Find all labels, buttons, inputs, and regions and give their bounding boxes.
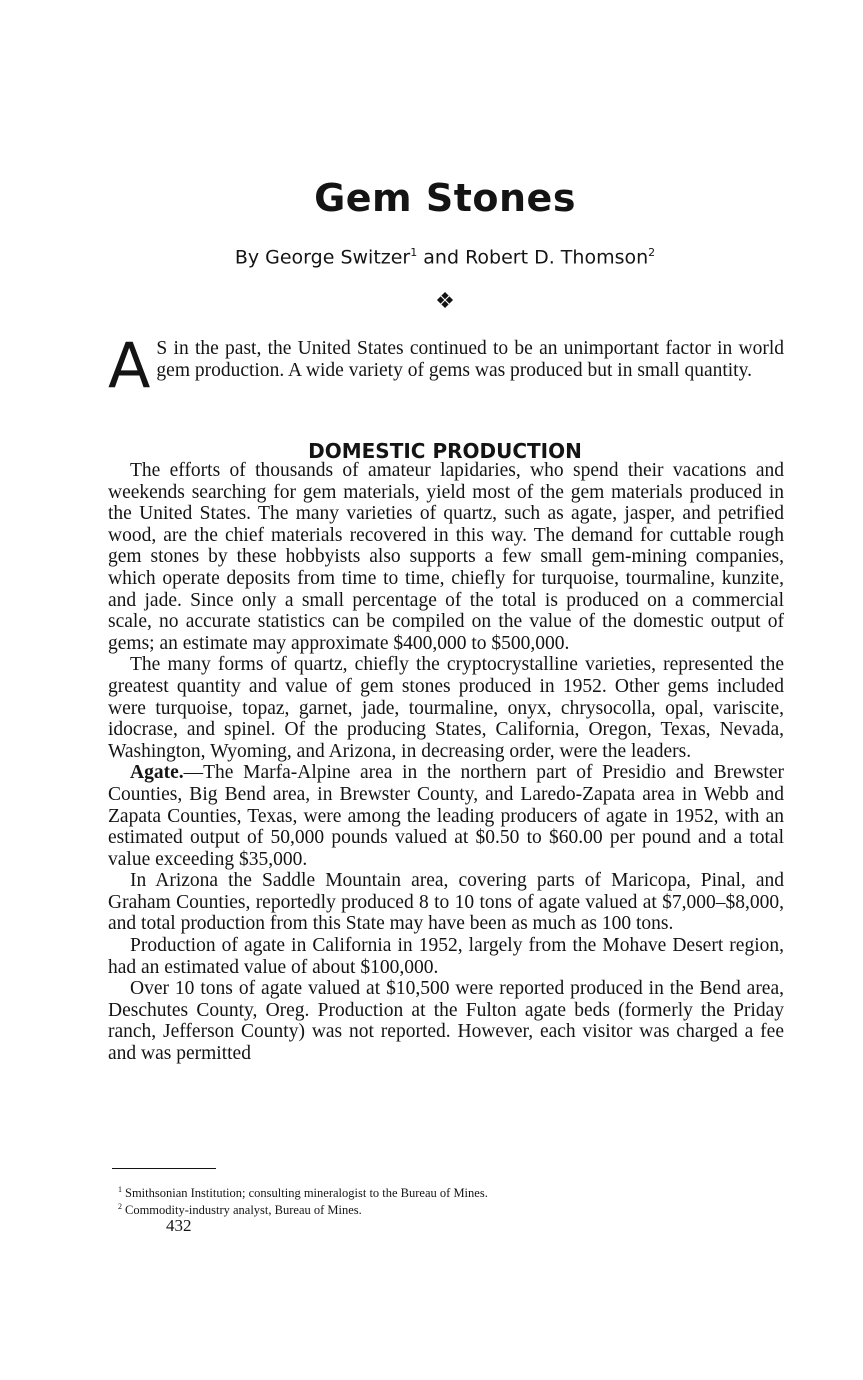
footnotes xyxy=(118,1183,778,1217)
body-paragraph xyxy=(108,762,784,870)
page-title: Gem Stones xyxy=(314,176,576,220)
author-byline xyxy=(0,246,863,268)
intro-text: S in the past, the United States continued to be an unimportant factor in world gem production. A wide variety of gems was produced but in small quantity. xyxy=(156,338,784,381)
author-name-2: Robert D. Thomson xyxy=(465,246,649,269)
body-paragraph xyxy=(108,935,784,978)
body-paragraph xyxy=(108,460,784,654)
paragraph-text: The many forms of quartz, chiefly the cryptocrystalline varieties, represented the greatest quantity and value of gem stones produced in 1952. Other gems included were turquoise, topaz, garnet, jade, tourmaline, onyx, chrysocolla, opal, variscite, idocrase, and spinel. Of the producing States, California, Oregon, Texas, Nevada, Washington, Wyoming, and Arizona, in decreasing order, were the leaders. xyxy=(108,654,784,762)
footnote-divider xyxy=(112,1168,216,1169)
run-in-heading: Agate. xyxy=(130,762,184,784)
intro-paragraph xyxy=(108,329,784,402)
ornament-icon: ❖ xyxy=(435,288,455,313)
footnote-item xyxy=(118,1183,778,1200)
paragraph-text: In Arizona the Saddle Mountain area, covering parts of Maricopa, Pinal, and Graham Counties, reportedly produced 8 to 10 tons of agate valued at $7,000–$8,000, and total production from this State may have been as much as 100 tons. xyxy=(108,870,784,935)
page-number: 432 xyxy=(166,1216,192,1235)
body-paragraph xyxy=(108,654,784,762)
body-paragraph xyxy=(108,978,784,1064)
byline-conjunction: and xyxy=(417,246,466,269)
footnote-ref-2: 2 xyxy=(648,246,656,259)
drop-cap: A xyxy=(108,329,151,402)
byline-prefix: By xyxy=(234,246,266,269)
paragraph-text: —The Marfa-Alpine area in the northern part of Presidio and Brewster Counties, Big Bend area, in Brewster County, and Laredo-Zapata area in Webb and Zapata Counties, Texas, were among the leading producers of agate in 1952, with an estimated output of 50,000 pounds valued at $0.50 to $60.00 per pound and a total value exceeding $35,000. xyxy=(108,762,784,870)
footnote-item xyxy=(118,1200,778,1217)
footnote-text: Commodity-industry analyst, Bureau of Mines. xyxy=(125,1203,362,1218)
footnote-mark: 2 xyxy=(118,1202,122,1212)
paragraph-text: The efforts of thousands of amateur lapidaries, who spend their vacations and weekends searching for gem materials, yield most of the gem materials produced in the United States. The many varieties of quartz, such as agate, jasper, and petrified wood, are the chief materials recovered in this way. The demand for cuttable rough gem stones by these hobbyists also supports a few small gem-mining companies, which operate deposits from time to time, chiefly for turquoise, tourmaline, kunzite, and jade. Since only a small percentage of the total is produced on a commercial scale, no accurate statistics can be compiled on the value of the domestic output of gems; an estimate may approximate $400,000 to $500,000. xyxy=(108,460,784,654)
section-body xyxy=(108,460,784,1065)
paragraph-text: Over 10 tons of agate valued at $10,500 were reported produced in the Bend area, Deschutes County, Oreg. Production at the Fulton agate beds (formerly the Priday ranch, Jefferson County) was not reported. However, each visitor was charged a fee and was permitted xyxy=(108,978,784,1065)
footnote-mark: 1 xyxy=(118,1185,122,1194)
footnote-ref-1: 1 xyxy=(410,246,418,259)
author-name-1: George Switzer xyxy=(265,246,411,269)
body-paragraph xyxy=(108,870,784,935)
section-heading: DOMESTIC PRODUCTION xyxy=(308,438,582,463)
paragraph-text: Production of agate in California in 1952, largely from the Mohave Desert region, had an estimated value of about $100,000. xyxy=(108,935,784,978)
footnote-text: Smithsonian Institution; consulting mineralogist to the Bureau of Mines. xyxy=(125,1186,488,1201)
